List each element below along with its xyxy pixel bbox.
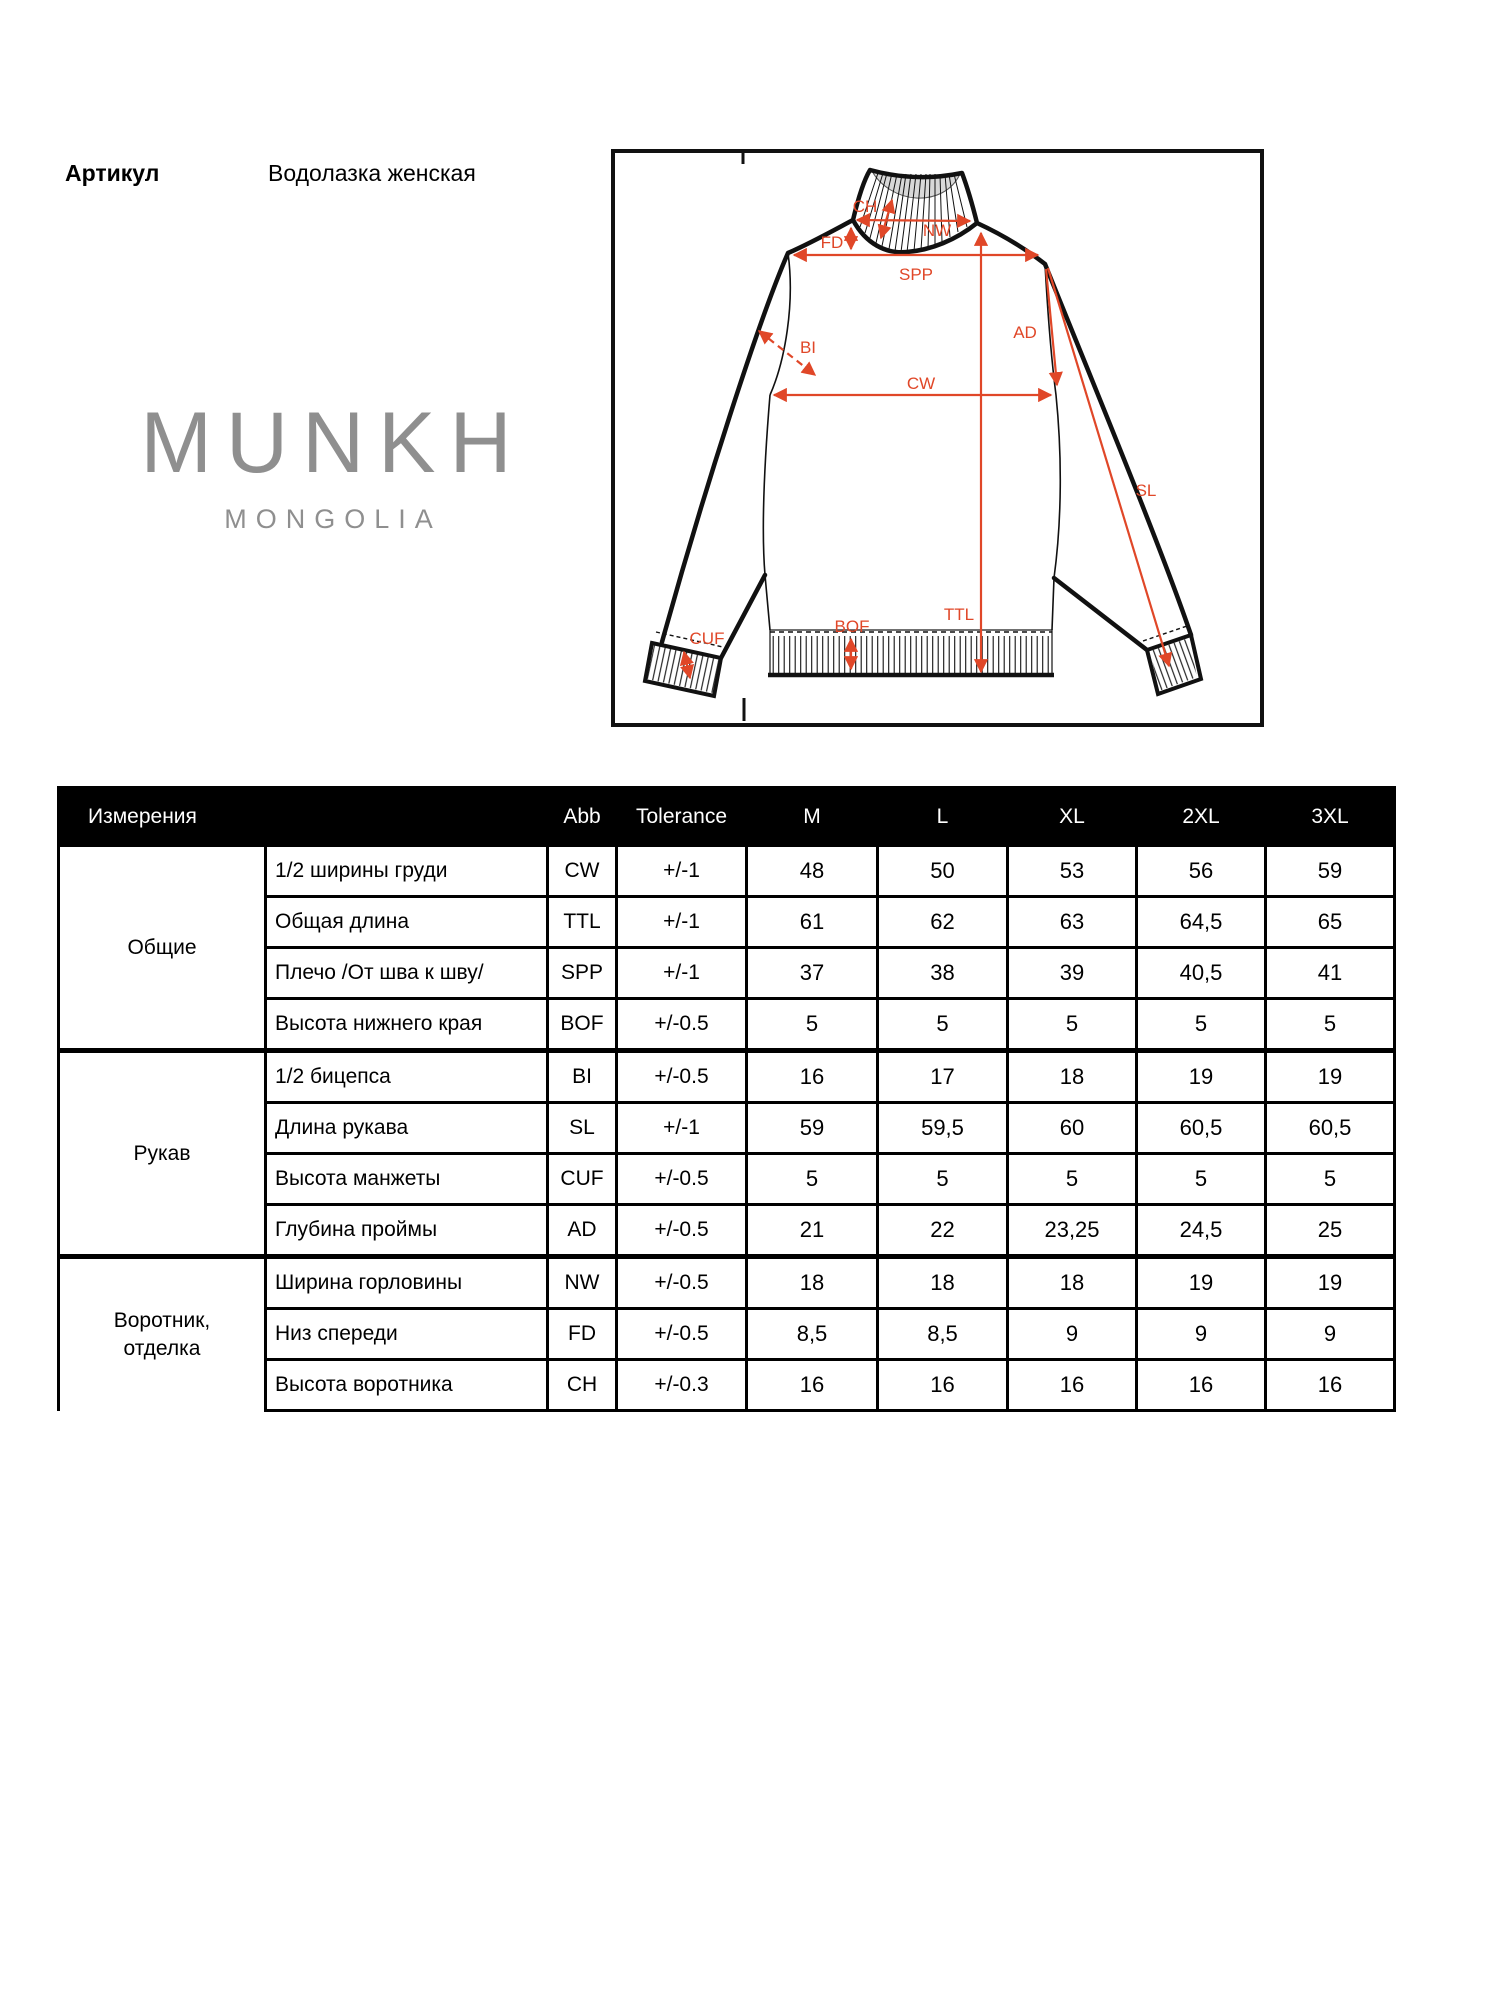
col-header-tolerance: Tolerance (617, 788, 747, 846)
label-ad: AD (1013, 323, 1037, 342)
measure-abb: FD (548, 1309, 617, 1360)
measure-tolerance: +/-1 (617, 897, 747, 948)
value-m: 8,5 (747, 1309, 878, 1360)
measure-abb: NW (548, 1257, 617, 1309)
measure-label: Ширина горловины (266, 1257, 548, 1309)
measure-tolerance: +/-0.5 (617, 999, 747, 1051)
col-header-size-2xl: 2XL (1137, 788, 1266, 846)
value-xl: 18 (1008, 1257, 1137, 1309)
measure-abb: BI (548, 1051, 617, 1103)
measure-abb: AD (548, 1205, 617, 1257)
measure-label: 1/2 ширины груди (266, 846, 548, 897)
measure-tolerance: +/-0.5 (617, 1205, 747, 1257)
value-xl: 23,25 (1008, 1205, 1137, 1257)
value-2xl: 9 (1137, 1309, 1266, 1360)
value-xl: 18 (1008, 1051, 1137, 1103)
col-header-size-m: M (747, 788, 878, 846)
value-3xl: 19 (1266, 1257, 1395, 1309)
value-3xl: 59 (1266, 846, 1395, 897)
hem-ribbing (771, 636, 1051, 674)
label-spp: SPP (898, 265, 934, 284)
value-3xl: 41 (1266, 948, 1395, 999)
value-m: 48 (747, 846, 878, 897)
value-2xl: 24,5 (1137, 1205, 1266, 1257)
col-header-measure: Измерения (59, 788, 548, 846)
measure-abb: SPP (548, 948, 617, 999)
measure-abb: BOF (548, 999, 617, 1051)
value-l: 50 (878, 846, 1008, 897)
value-l: 22 (878, 1205, 1008, 1257)
measure-abb: SL (548, 1103, 617, 1154)
value-xl: 63 (1008, 897, 1137, 948)
value-m: 5 (747, 1154, 878, 1205)
value-m: 59 (747, 1103, 878, 1154)
value-xl: 39 (1008, 948, 1137, 999)
measure-tolerance: +/-0.5 (617, 1051, 747, 1103)
label-bof: BOF (834, 617, 870, 636)
value-2xl: 60,5 (1137, 1103, 1266, 1154)
brand-subtitle: MONGOLIA (224, 504, 442, 534)
label-ch: CH (852, 197, 878, 216)
brand-name: MUNKH (140, 395, 526, 491)
value-l: 17 (878, 1051, 1008, 1103)
value-l: 8,5 (878, 1309, 1008, 1360)
measure-tolerance: +/-1 (617, 846, 747, 897)
col-header-size-xl: XL (1008, 788, 1137, 846)
value-2xl: 5 (1137, 1154, 1266, 1205)
group-label-sleeve: Рукав (59, 1051, 266, 1257)
measure-label: Плечо /От шва к шву/ (266, 948, 548, 999)
measure-tolerance: +/-1 (617, 1103, 747, 1154)
value-xl: 53 (1008, 846, 1137, 897)
measure-label: Низ спереди (266, 1309, 548, 1360)
group-label-collar: Воротник, отделка (59, 1257, 266, 1411)
table-row (59, 846, 1395, 897)
value-l: 18 (878, 1257, 1008, 1309)
value-xl: 16 (1008, 1360, 1137, 1411)
value-l: 5 (878, 1154, 1008, 1205)
value-m: 37 (747, 948, 878, 999)
label-ttl: TTL (943, 605, 975, 624)
measure-tolerance: +/-0.3 (617, 1360, 747, 1411)
value-m: 5 (747, 999, 878, 1051)
label-cw: CW (906, 374, 936, 393)
value-2xl: 16 (1137, 1360, 1266, 1411)
measure-abb: CUF (548, 1154, 617, 1205)
col-header-size-l: L (878, 788, 1008, 846)
value-l: 16 (878, 1360, 1008, 1411)
measure-label: 1/2 бицепса (266, 1051, 548, 1103)
value-l: 62 (878, 897, 1008, 948)
value-m: 21 (747, 1205, 878, 1257)
value-xl: 9 (1008, 1309, 1137, 1360)
measure-abb: CW (548, 846, 617, 897)
measure-label: Высота нижнего края (266, 999, 548, 1051)
table-header-row (59, 788, 1395, 846)
measure-label: Глубина проймы (266, 1205, 548, 1257)
value-3xl: 16 (1266, 1360, 1395, 1411)
value-3xl: 65 (1266, 897, 1395, 948)
col-header-abb: Abb (548, 788, 617, 846)
value-m: 16 (747, 1051, 878, 1103)
group-label-general: Общие (59, 846, 266, 1051)
measure-abb: TTL (548, 897, 617, 948)
measure-abb: CH (548, 1360, 617, 1411)
value-3xl: 25 (1266, 1205, 1395, 1257)
garment-sketch (611, 149, 1264, 727)
label-cuf: CUF (689, 629, 725, 648)
value-m: 16 (747, 1360, 878, 1411)
value-m: 61 (747, 897, 878, 948)
dim-nw (857, 220, 970, 221)
brand-logo (100, 395, 566, 535)
table-row (59, 1257, 1395, 1309)
value-l: 5 (878, 999, 1008, 1051)
value-xl: 5 (1008, 999, 1137, 1051)
measure-label: Высота манжеты (266, 1154, 548, 1205)
article-value: Водолазка женская (268, 160, 476, 186)
value-xl: 60 (1008, 1103, 1137, 1154)
value-2xl: 64,5 (1137, 897, 1266, 948)
label-sl: SL (1135, 481, 1157, 500)
measure-tolerance: +/-0.5 (617, 1257, 747, 1309)
value-l: 59,5 (878, 1103, 1008, 1154)
doc-header (65, 160, 476, 187)
value-2xl: 5 (1137, 999, 1266, 1051)
value-m: 18 (747, 1257, 878, 1309)
label-bi: BI (799, 338, 817, 357)
measure-tolerance: +/-0.5 (617, 1309, 747, 1360)
value-2xl: 19 (1137, 1051, 1266, 1103)
value-l: 38 (878, 948, 1008, 999)
value-3xl: 60,5 (1266, 1103, 1395, 1154)
label-fd: FD (820, 233, 844, 252)
measure-label: Длина рукава (266, 1103, 548, 1154)
measure-label: Высота воротника (266, 1360, 548, 1411)
col-header-size-3xl: 3XL (1266, 788, 1395, 846)
value-3xl: 5 (1266, 999, 1395, 1051)
value-xl: 5 (1008, 1154, 1137, 1205)
value-2xl: 19 (1137, 1257, 1266, 1309)
label-nw: NW (922, 221, 952, 240)
measure-tolerance: +/-1 (617, 948, 747, 999)
value-2xl: 56 (1137, 846, 1266, 897)
size-chart-table (57, 786, 1396, 1412)
table-row (59, 1051, 1395, 1103)
value-3xl: 9 (1266, 1309, 1395, 1360)
value-2xl: 40,5 (1137, 948, 1266, 999)
measure-tolerance: +/-0.5 (617, 1154, 747, 1205)
measure-label: Общая длина (266, 897, 548, 948)
article-label: Артикул (65, 160, 160, 186)
value-3xl: 19 (1266, 1051, 1395, 1103)
value-3xl: 5 (1266, 1154, 1395, 1205)
